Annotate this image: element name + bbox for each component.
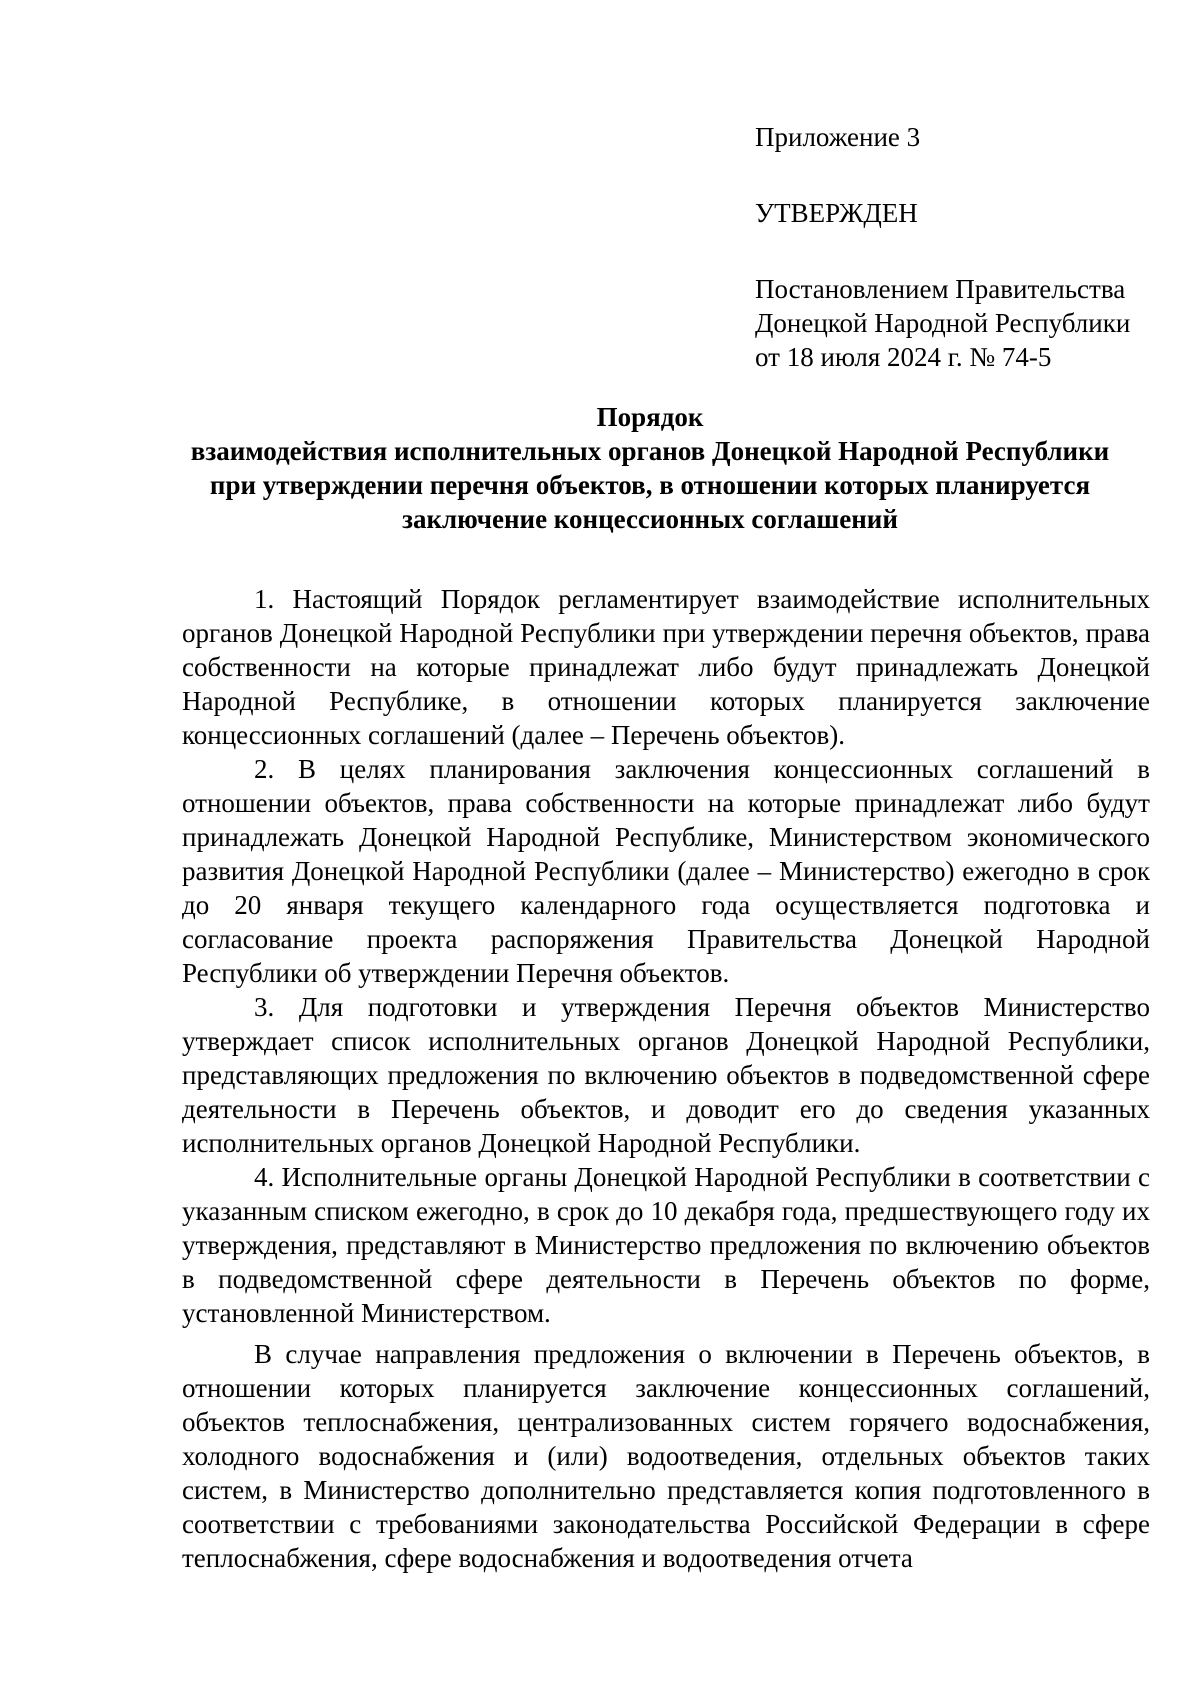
decree-line-2: Донецкой Народной Республики	[755, 308, 1131, 338]
decree-line-1: Постановлением Правительства	[755, 274, 1126, 304]
paragraph-2: 2. В целях планирования заключения концессионных соглашений в отношении объектов, права собственности на которые принадлежат либо будут принадлежать Донецкой Народной Республике, Министерством экономического развития Донецкой Народной Республики (далее – Министерство) ежегодно в срок до 20 января текущего календарного года осуществляется подготовка и согласование проекта распоряжения Правительства Донецкой Народной Республики об утверждении Перечня объектов.	[182, 754, 1150, 988]
title-line-1: Порядок	[596, 402, 704, 432]
approval-block	[755, 120, 1175, 374]
title-line-4: заключение концессионных соглашений	[402, 504, 898, 534]
paragraph-3: 3. Для подготовки и утверждения Перечня объектов Министерство утверждает список исполнительных органов Донецкой Народной Республики, представляющих предложения по включению объектов в подведомственной сфере деятельности в Перечень объектов, и доводит его до сведения указанных исполнительных органов Донецкой Народной Республики.	[182, 992, 1150, 1158]
paragraph-4: 4. Исполнительные органы Донецкой Народной Республики в соответствии с указанным списком ежегодно, в срок до 10 декабря года, предшествующего году их утверждения, представляют в Министерство предложения по включению объектов в подведомственной сфере деятельности в Перечень объектов по форме, установленной Министерством.	[182, 1162, 1150, 1328]
approved-label: УТВЕРЖДЕН	[755, 198, 918, 228]
title-line-3: при утверждении перечня объектов, в отношении которых планируется	[209, 470, 1091, 500]
document-body	[182, 582, 1150, 1575]
document-title	[160, 400, 1140, 536]
paragraph-1: 1. Настоящий Порядок регламентирует взаимодействие исполнительных органов Донецкой Народной Республики при утверждении перечня объектов, права собственности на которые принадлежат либо будут принадлежать Донецкой Народной Республике, в отношении которых планируется заключение концессионных соглашений (далее – Перечень объектов).	[182, 584, 1150, 750]
annex-label: Приложение 3	[755, 122, 921, 152]
paragraph-5: В случае направления предложения о включении в Перечень объектов, в отношении которых планируется заключение концессионных соглашений, объектов теплоснабжения, централизованных систем горячего водоснабжения, холодного водоснабжения и (или) водоотведения, отдельных объектов таких систем, в Министерство дополнительно представляется копия подготовленного в соответствии с требованиями законодательства Российской Федерации в сфере теплоснабжения, сфере водоснабжения и водоотведения отчета	[182, 1339, 1150, 1573]
title-line-2: взаимодействия исполнительных органов Донецкой Народной Республики	[190, 436, 1110, 466]
decree-line-3: от 18 июля 2024 г. № 74-5	[755, 342, 1052, 372]
